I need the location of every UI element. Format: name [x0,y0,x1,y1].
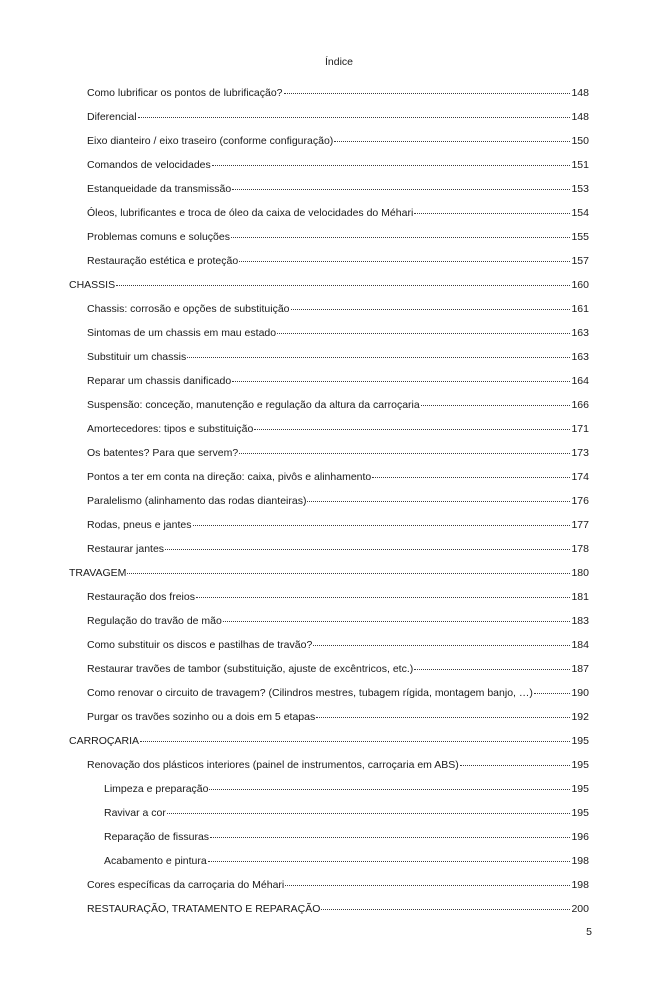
toc-subsection[interactable] [87,902,589,916]
toc-subsection[interactable] [87,350,589,364]
dot-leader [313,644,570,646]
dot-leader [210,836,570,838]
toc-subsection[interactable] [87,710,589,724]
toc-entry-title: Como substituir os discos e pastilhas de travão? [87,639,313,651]
toc-entry-title: Renovação dos plásticos interiores (painel de instrumentos, carroçaria em ABS) [87,759,459,771]
toc-entry-title: Purgar os travões sozinho ou a dois em 5 etapas [87,711,316,723]
toc-entry-page: 166 [571,399,589,411]
toc-entry-title: CHASSIS [69,279,116,291]
dot-leader [534,692,571,694]
toc-subsubsection[interactable] [104,854,589,868]
toc-subsubsection[interactable] [104,782,589,796]
toc-entry-title: Substituir um chassis [87,351,187,363]
dot-leader [209,788,570,790]
toc-subsection[interactable] [87,86,589,100]
toc-subsection[interactable] [87,254,589,268]
page-number: 5 [586,926,592,938]
dot-leader [232,188,570,190]
toc-entry-page: 171 [571,423,589,435]
toc-entry-title: Ravivar a cor [104,807,166,819]
dot-leader [193,524,571,526]
toc-entry-title: Como renovar o circuito de travagem? (Cilindros mestres, tubagem rígida, montagem banjo, …) [87,687,533,699]
toc-subsection[interactable] [87,614,589,628]
dot-leader [127,572,570,574]
toc-entry-title: Problemas comuns e soluções [87,231,230,243]
toc-entry-page: 151 [571,159,589,171]
toc-entry-page: 163 [571,327,589,339]
toc-section[interactable] [69,734,589,748]
toc-entry-title: Restauração estética e proteção [87,255,239,267]
dot-leader [187,356,570,358]
toc-entry-page: 161 [571,303,589,315]
toc-entry-page: 148 [571,87,589,99]
dot-leader [307,500,570,502]
toc-subsection[interactable] [87,638,589,652]
toc-entry-page: 164 [571,375,589,387]
dot-leader [291,308,571,310]
dot-leader [116,284,570,286]
toc-entry-title: Cores específicas da carroçaria do Méhari [87,879,285,891]
toc-entry-page: 153 [571,183,589,195]
toc-entry-title: Suspensão: conceção, manutenção e regulação da altura da carroçaria [87,399,420,411]
toc-entry-page: 196 [571,831,589,843]
dot-leader [223,620,571,622]
toc-entry-page: 176 [571,495,589,507]
toc-entry-page: 190 [571,687,589,699]
toc-subsection[interactable] [87,158,589,172]
dot-leader [254,428,570,430]
toc-subsection[interactable] [87,662,589,676]
toc-entry-page: 157 [571,255,589,267]
dot-leader [138,116,571,118]
toc-subsection[interactable] [87,134,589,148]
toc-entry-page: 173 [571,447,589,459]
dot-leader [284,92,571,94]
toc-entry-page: 155 [571,231,589,243]
dot-leader [239,452,570,454]
dot-leader [212,164,571,166]
dot-leader [232,380,570,382]
toc-entry-title: TRAVAGEM [69,567,127,579]
toc-entry-page: 198 [571,879,589,891]
toc-entry-page: 181 [571,591,589,603]
toc-entry-page: 148 [571,111,589,123]
toc-entry-page: 180 [571,567,589,579]
toc-entry-title: Restauração dos freios [87,591,195,603]
toc-entry-page: 183 [571,615,589,627]
dot-leader [414,668,570,670]
toc-subsection[interactable] [87,590,589,604]
toc-entry-title: Reparar um chassis danificado [87,375,232,387]
toc-entry-title: Comandos de velocidades [87,159,211,171]
toc-entry-page: 150 [571,135,589,147]
dot-leader [285,884,570,886]
dot-leader [316,716,570,718]
toc-entry-title: Acabamento e pintura [104,855,207,867]
toc-subsection[interactable] [87,878,589,892]
dot-leader [196,596,570,598]
toc-entry-page: 195 [571,783,589,795]
toc-subsection[interactable] [87,374,589,388]
dot-leader [372,476,570,478]
dot-leader [421,404,571,406]
dot-leader [140,740,570,742]
toc-entry-page: 154 [571,207,589,219]
toc-entry-title: Regulação do travão de mão [87,615,222,627]
toc-entry-title: Sintomas de um chassis em mau estado [87,327,277,339]
toc-subsection[interactable] [87,686,589,700]
toc-entry-title: Como lubrificar os pontos de lubrificação? [87,87,283,99]
toc-entry-title: Reparação de fissuras [104,831,210,843]
toc-subsection[interactable] [87,758,589,772]
dot-leader [239,260,570,262]
toc-entry-title: Restaurar travões de tambor (substituição, ajuste de excêntricos, etc.) [87,663,414,675]
dot-leader [231,236,570,238]
toc-entry-page: 177 [571,519,589,531]
toc-section[interactable] [69,278,589,292]
dot-leader [277,332,570,334]
toc-entry-page: 163 [571,351,589,363]
dot-leader [460,764,571,766]
dot-leader [208,860,571,862]
toc-subsection[interactable] [87,302,589,316]
toc-subsection[interactable] [87,206,589,220]
toc-entry-title: Restaurar jantes [87,543,165,555]
toc-entry-title: CARROÇARIA [69,735,140,747]
toc-entry-page: 192 [571,711,589,723]
toc-entry-page: 198 [571,855,589,867]
toc-entry-title: Eixo dianteiro / eixo traseiro (conforme configuração) [87,135,334,147]
toc-subsection[interactable] [87,230,589,244]
toc-entry-title: RESTAURAÇÃO, TRATAMENTO E REPARAÇÃO [87,903,321,915]
toc-entry-page: 184 [571,639,589,651]
toc-entry-page: 195 [571,759,589,771]
toc-entry-page: 174 [571,471,589,483]
dot-leader [167,812,571,814]
toc-subsection[interactable] [87,542,589,556]
toc-entry-title: Amortecedores: tipos e substituição [87,423,254,435]
toc-entry-page: 200 [571,903,589,915]
dot-leader [321,908,570,910]
toc-entry-page: 178 [571,543,589,555]
toc-subsection[interactable] [87,398,589,412]
dot-leader [414,212,570,214]
toc-entry-title: Óleos, lubrificantes e troca de óleo da caixa de velocidades do Méhari [87,207,414,219]
toc-entry-title: Os batentes? Para que servem? [87,447,239,459]
toc-subsubsection[interactable] [104,830,589,844]
toc-subsection[interactable] [87,182,589,196]
dot-leader [334,140,570,142]
toc-entry-title: Limpeza e preparação [104,783,209,795]
toc-entry-title: Chassis: corrosão e opções de substituição [87,303,290,315]
toc-subsubsection[interactable] [104,806,589,820]
toc-subsection[interactable] [87,326,589,340]
dot-leader [165,548,570,550]
toc-subsection[interactable] [87,518,589,532]
page-title: Índice [324,56,354,68]
toc-entry-page: 187 [571,663,589,675]
toc-entry-title: Rodas, pneus e jantes [87,519,192,531]
toc-entry-page: 195 [571,735,589,747]
toc-entry-title: Paralelismo (alinhamento das rodas dianteiras) [87,495,307,507]
toc-entry-title: Estanqueidade da transmissão [87,183,232,195]
toc-section[interactable] [69,566,589,580]
toc-entry-title: Pontos a ter em conta na direção: caixa, pivôs e alinhamento [87,471,372,483]
toc-entry-page: 195 [571,807,589,819]
toc-entry-page: 160 [571,279,589,291]
toc-entry-title: Diferencial [87,111,137,123]
toc-subsection[interactable] [87,110,589,124]
toc-subsection[interactable] [87,494,589,508]
toc-subsection[interactable] [87,446,589,460]
toc-subsection[interactable] [87,422,589,436]
toc-subsection[interactable] [87,470,589,484]
